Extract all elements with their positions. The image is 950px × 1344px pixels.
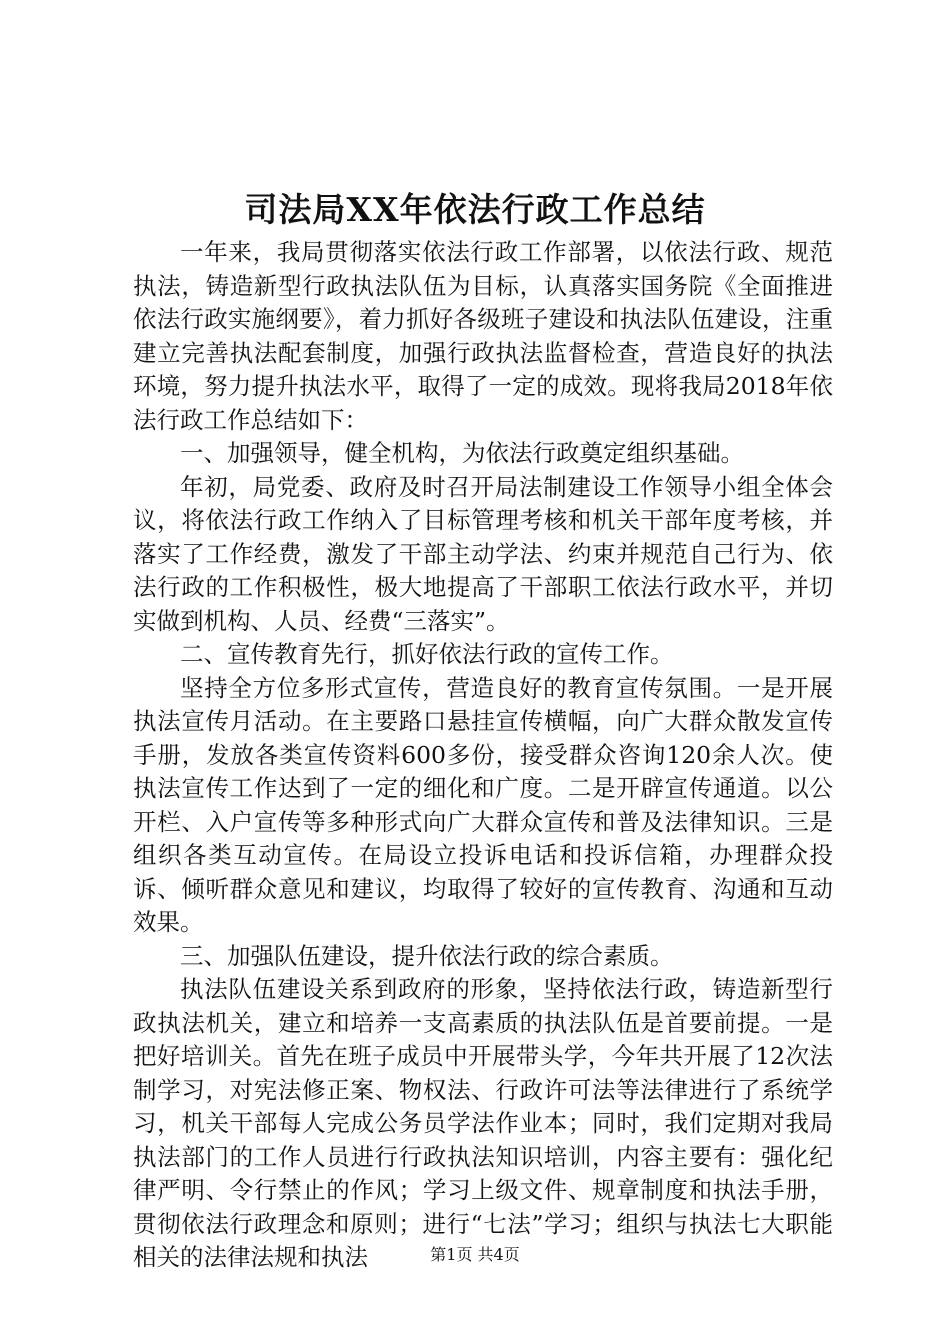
heading-section-3: 三、加强队伍建设，提升依法行政的综合素质。 (180, 941, 674, 970)
paragraph-section-3: 执法队伍建设关系到政府的形象，坚持依法行政，铸造新型行政执法机关，建立和培养一支高素质的执法队伍是首要前提。一是把好培训关。首先在班子成员中开展带头学，今年共开展了12次法制学习，对宪法修正案、物权法、行政许可法等法律进行了系统学习，机关干部每人完成公务员学法作业本；同时，我们定期对我局执法部门的工作人员进行行政执法知识培训，内容主要有：强化纪律严明、令行禁止的作风；学习上级文件、规章制度和执法手册，贯彻依法行政理念和原则；进行“七法”学习；组织与执法七大职能相关的法律法规和执法 (133, 975, 833, 1271)
paragraph-intro: 一年来，我局贯彻落实依法行政工作部署，以依法行政、规范执法，铸造新型行政执法队伍为目标，认真落实国务院《全面推进依法行政实施纲要》，着力抓好各级班子建设和执法队伍建设，注重建立完善执法配套制度，加强行政执法监督检查，营造良好的执法环境，努力提升执法水平，取得了一定的成效。现将我局2018年依法行政工作总结如下： (133, 238, 833, 434)
paragraph-section-1: 年初，局党委、政府及时召开局法制建设工作领导小组全体会议，将依法行政工作纳入了目标管理考核和机关干部年度考核，并落实了工作经费，激发了干部主动学法、约束并规范自己行为、依法行政的工作积极性，极大地提高了干部职工依法行政水平，并切实做到机构、人员、经费“三落实”。 (133, 472, 833, 635)
heading-section-1: 一、加强领导，健全机构，为依法行政奠定组织基础。 (180, 439, 744, 467)
document-title: 司法局XX年依法行政工作总结 (244, 190, 706, 229)
paragraph-section-2: 坚持全方位多形式宣传，营造良好的教育宣传氛围。一是开展执法宣传月活动。在主要路口悬挂宣传横幅，向广大群众散发宣传手册，发放各类宣传资料600多份，接受群众咨询120余人次。使执法宣传工作达到了一定的细化和广度。二是开辟宣传通道。以公开栏、入户宣传等多种形式向广大群众宣传和普及法律知识。三是组织各类互动宣传。在局设立投诉电话和投诉信箱，办理群众投诉、倾听群众意见和建议，均取得了较好的宣传教育、沟通和互动效果。 (133, 673, 833, 936)
document-body (133, 236, 833, 1275)
heading-section-2: 二、宣传教育先行，抓好依法行政的宣传工作。 (180, 640, 674, 668)
page-footer: 第1页 共4页 (430, 1245, 520, 1264)
